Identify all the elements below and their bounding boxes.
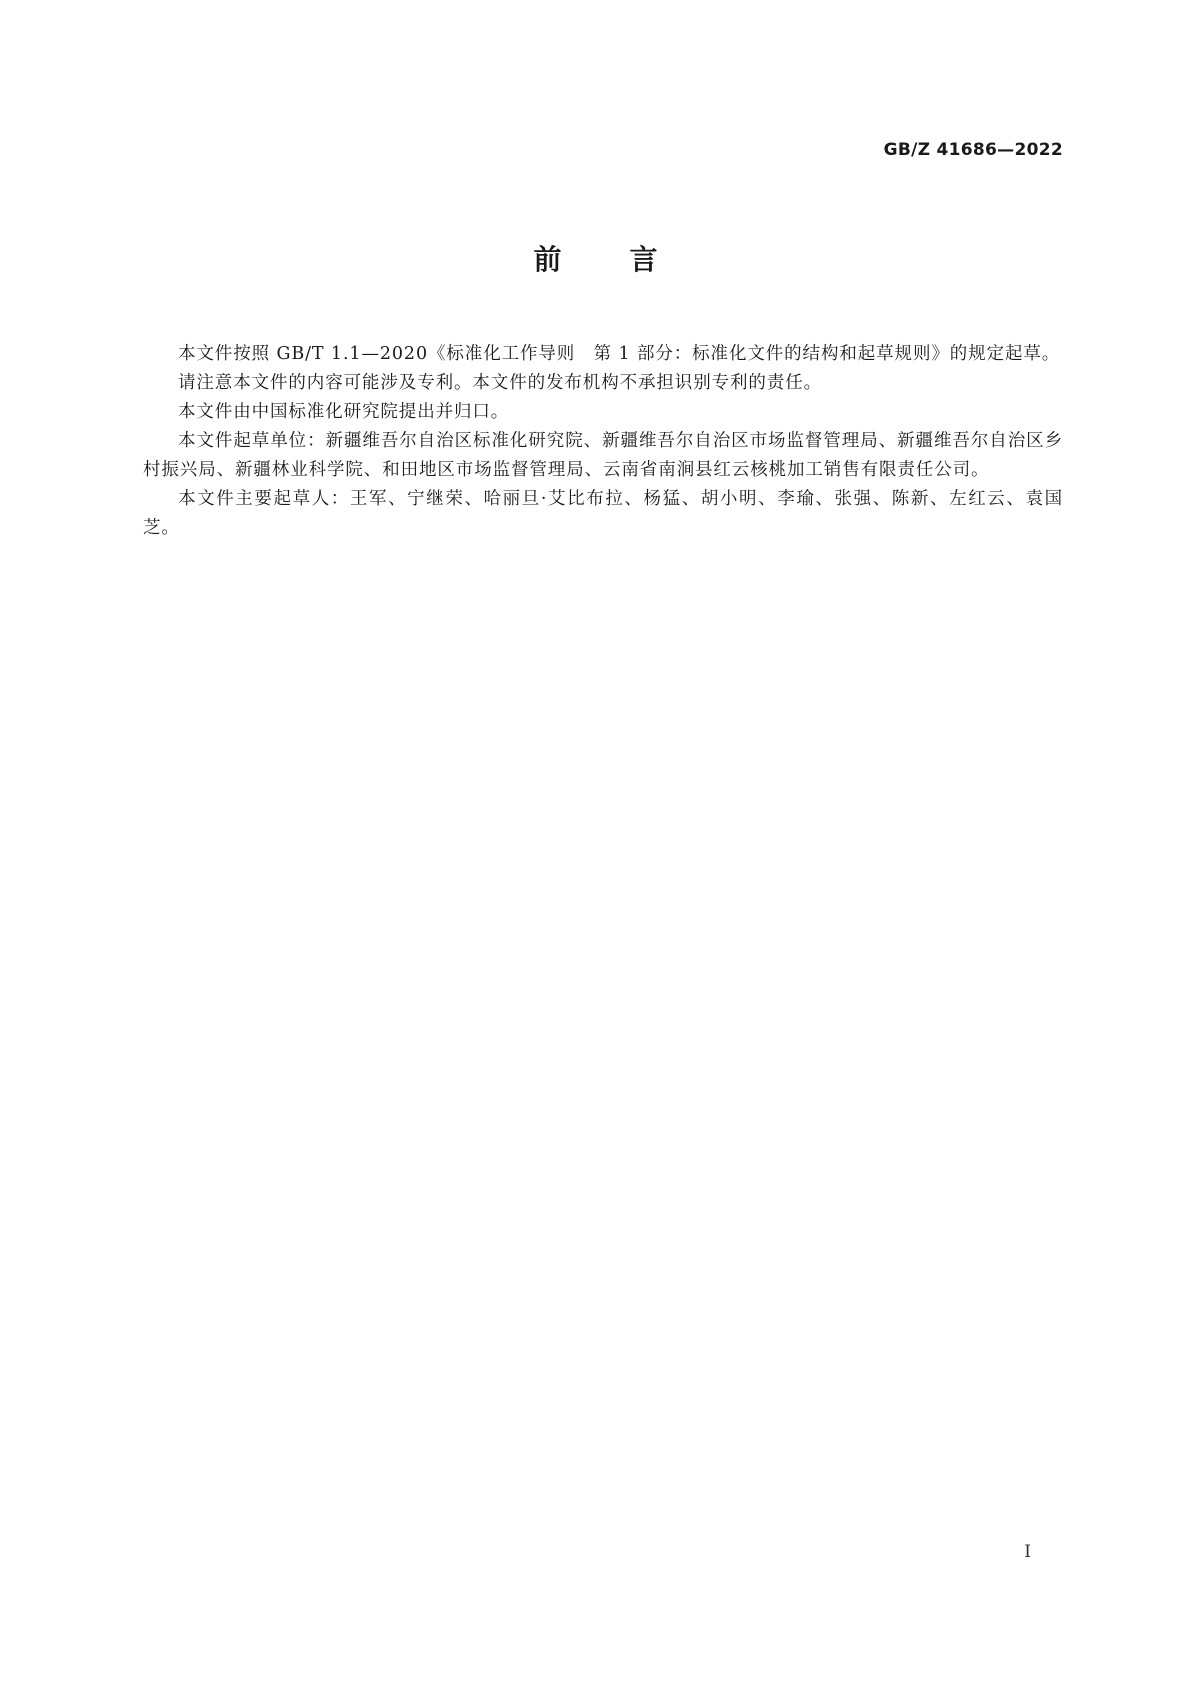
- paragraph-drafting-rules: 本文件按照 GB/T 1.1—2020《标准化工作导则 第 1 部分：标准化文件的结构和起草规则》的规定起草。: [178, 344, 1061, 364]
- paragraph-drafters: 本文件主要起草人：王军、宁继荣、哈丽旦·艾比布拉、杨猛、胡小明、李瑜、张强、陈新、左红云、袁国芝。: [143, 489, 1063, 538]
- foreword-body: [143, 340, 1063, 543]
- paragraph-proposer: 本文件由中国标准化研究院提出并归口。: [178, 402, 510, 422]
- paragraph-drafting-units: 本文件起草单位：新疆维吾尔自治区标准化研究院、新疆维吾尔自治区市场监督管理局、新疆维吾尔自治区乡村振兴局、新疆林业科学院、和田地区市场监督管理局、云南省南涧县红云核桃加工销售有限责任公司。: [143, 431, 1063, 480]
- standard-number: GB/Z 41686—2022: [883, 140, 1063, 160]
- page-number: I: [1024, 1542, 1031, 1562]
- paragraph-patent-notice: 请注意本文件的内容可能涉及专利。本文件的发布机构不承担识别专利的责任。: [178, 373, 822, 393]
- page-title: 前言: [533, 243, 726, 276]
